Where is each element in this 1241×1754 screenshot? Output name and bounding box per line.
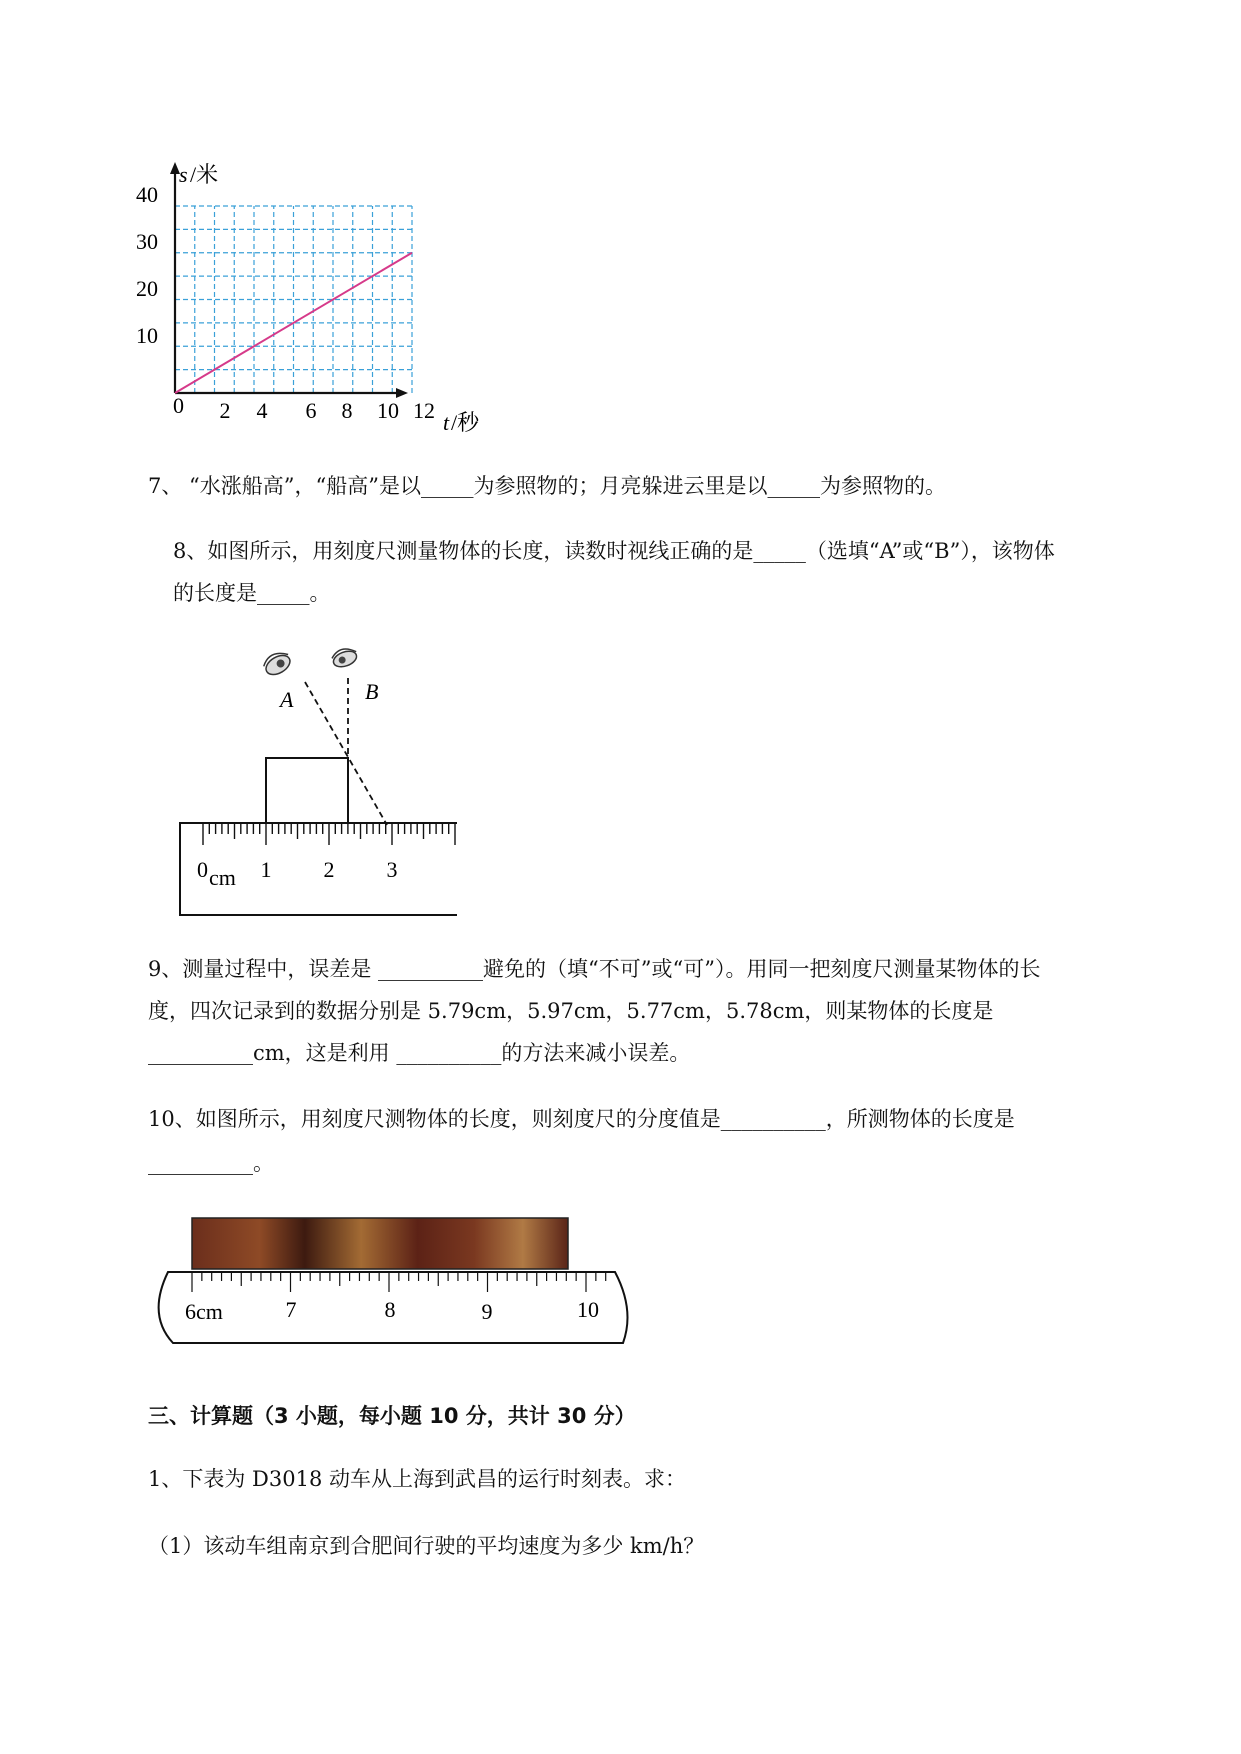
- question-10-line-2: __________。: [148, 1151, 274, 1175]
- ruler-zero-label: 0: [197, 857, 208, 882]
- ruler-number: 7: [285, 1297, 297, 1322]
- calc-question-1-part-1: （1）该动车组南京到合肥间行驶的平均速度为多少 km/h？: [148, 1534, 705, 1558]
- section-3-title: 三、计算题（3 小题，每小题 10 分，共计 30 分）: [148, 1404, 636, 1428]
- q8-ruler-figure: [170, 640, 470, 925]
- question-7: 7、 “水涨船高”，“船高”是以_____为参照物的；月亮躲进云里是以_____为参照物的。: [148, 474, 946, 498]
- x-tick-label: 6: [305, 398, 317, 423]
- question-8-line-1: 8、如图所示，用刻度尺测量物体的长度，读数时视线正确的是_____（选填“A”或“B”），该物体: [173, 539, 1055, 563]
- y-axis-label-var: s: [179, 162, 188, 187]
- x-tick-label: 4: [256, 398, 268, 423]
- ruler-number: 3: [386, 857, 398, 882]
- label-b: B: [365, 679, 379, 704]
- y-tick-label: 30: [136, 229, 158, 254]
- ruler-number: 2: [323, 857, 335, 882]
- x-tick-label: 10: [377, 398, 399, 423]
- x-axis-label-unit: /秒: [451, 410, 480, 435]
- y-tick-label: 40: [136, 182, 158, 207]
- y-axis-label-unit: /米: [190, 162, 219, 187]
- y-tick-label: 10: [136, 323, 158, 348]
- measured-block: [266, 758, 348, 823]
- eye-icon-a: [261, 648, 294, 678]
- x-axis-arrow: [396, 388, 408, 398]
- graph-grid: [175, 206, 412, 393]
- x-tick-label: 2: [219, 398, 231, 423]
- x-axis-label-var: t: [443, 410, 450, 435]
- question-8-line-2: 的长度是_____。: [173, 581, 331, 605]
- st-graph: [136, 160, 480, 435]
- ruler-start-label: 6cm: [185, 1299, 223, 1324]
- ruler-ticks: [203, 823, 455, 845]
- origin-label: 0: [173, 393, 184, 418]
- calc-question-1-intro: 1、下表为 D3018 动车从上海到武昌的运行时刻表。求：: [148, 1467, 686, 1491]
- ruler-unit-label: cm: [209, 865, 236, 890]
- q10-ruler-figure: [145, 1215, 635, 1355]
- question-9-line-3: __________cm，这是利用 __________的方法来减小误差。: [148, 1041, 691, 1065]
- x-tick-label: 12: [413, 398, 435, 423]
- question-9-line-2: 度，四次记录到的数据分别是 5.79cm，5.97cm，5.77cm，5.78cm，则某物体的长度是: [148, 999, 994, 1023]
- ruler-number: 1: [260, 857, 272, 882]
- measured-wood-bar: [192, 1218, 568, 1269]
- ruler-number: 9: [481, 1299, 493, 1324]
- question-10-line-1: 10、如图所示，用刻度尺测物体的长度，则刻度尺的分度值是__________，所测物体的长度是: [148, 1107, 1015, 1131]
- label-a: A: [280, 687, 294, 712]
- ruler-number: 8: [384, 1297, 396, 1322]
- y-tick-label: 20: [136, 276, 158, 301]
- eye-icon-b: [330, 645, 359, 670]
- ruler-number: 10: [577, 1297, 599, 1322]
- x-tick-label: 8: [341, 398, 353, 423]
- question-9-line-1: 9、测量过程中，误差是 __________避免的（填“不可”或“可”）。用同一把刻度尺测量某物体的长: [148, 957, 1041, 981]
